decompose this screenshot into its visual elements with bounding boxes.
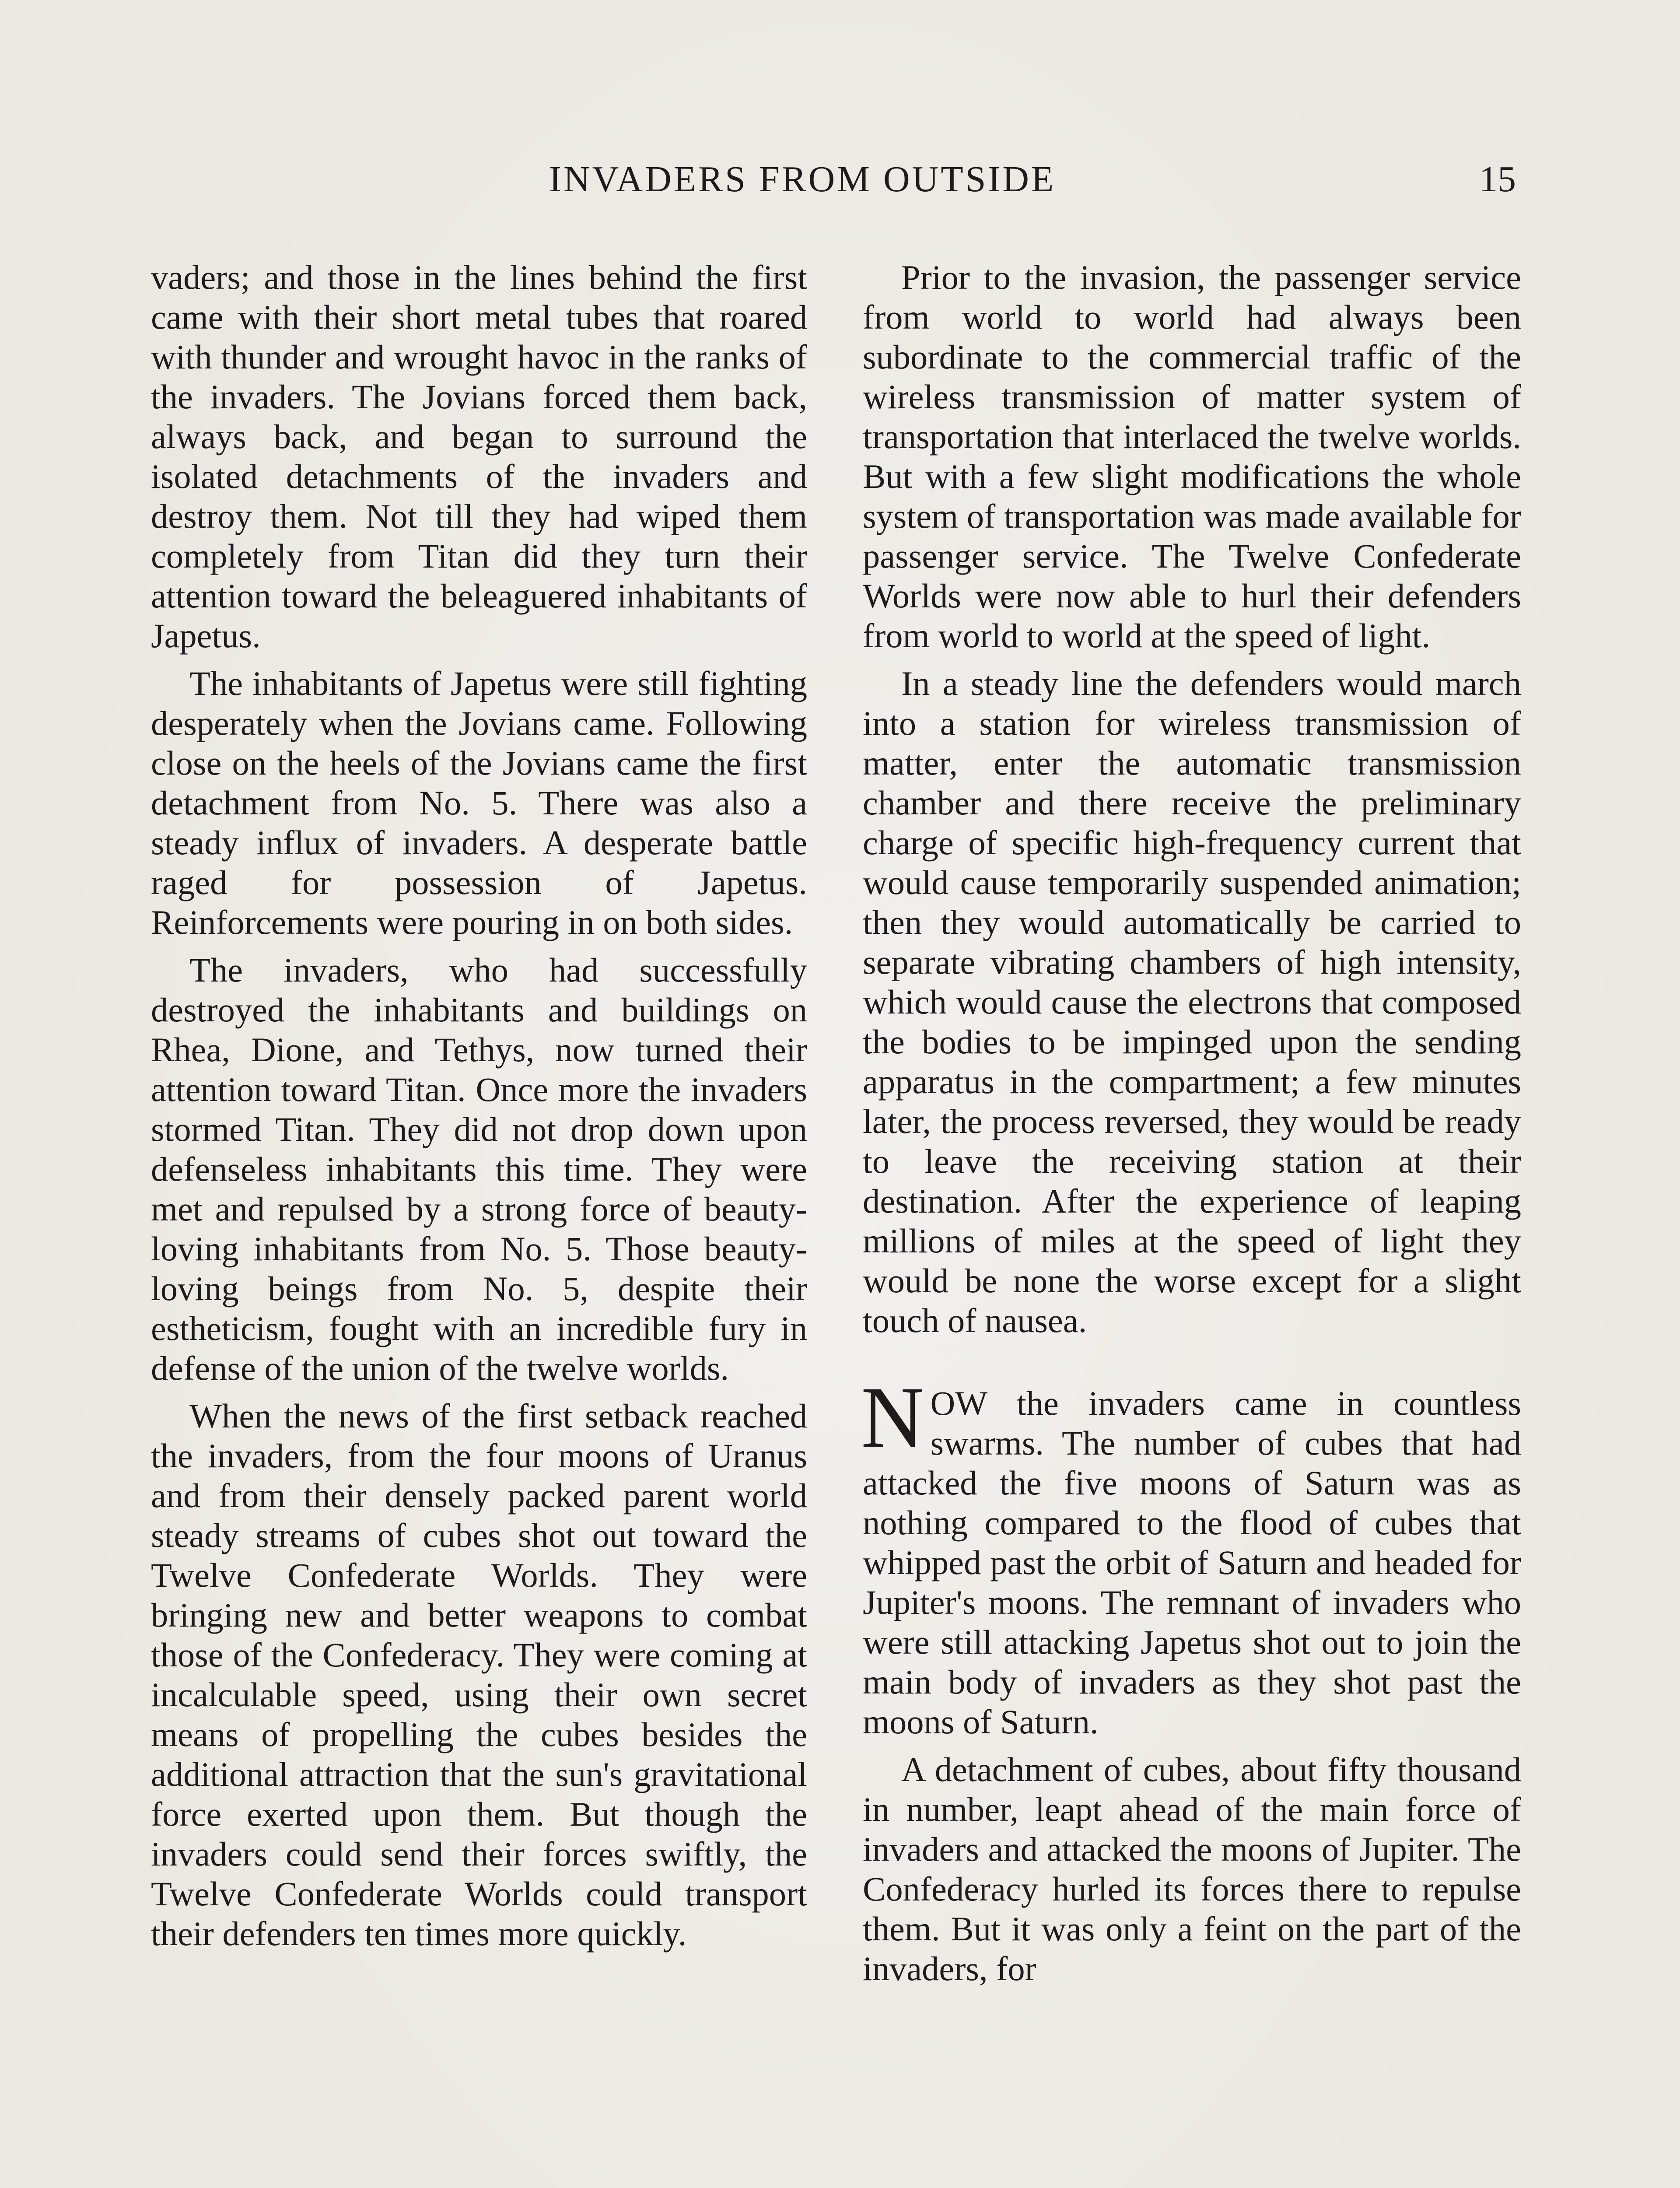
running-head: INVADERS FROM OUTSIDE — [549, 159, 1056, 200]
right-column — [863, 257, 1521, 1996]
dropcap-text: OW the invaders came in countless swarms. The number of cubes that had attacked the five moons of Saturn was as nothing compared to the flood of cubes that whipped past the orbit of Saturn and headed for Jupiter's moons. The remnant of invaders who were still attacking Japetus shot out to join the main body of invaders as they shot past the moons of Saturn. — [863, 1384, 1521, 1741]
left-column — [151, 257, 807, 1961]
paragraph-passenger-service: Prior to the invasion, the passenger service from world to world had always been subordinate to the commercial traffic of the wireless transmission of matter system of transportation that interlaced the twelve worlds. But with a few slight modifications the whole system of transportation was made available for passenger service. The Twelve Confederate Worlds were now able to hurl their defenders from world to world at the speed of light. — [863, 258, 1521, 655]
paragraph-titan: The invaders, who had successfully destroyed the inhabitants and buildings on Rhea, Dione, and Tethys, now turned their attention toward Titan. Once more the invaders stormed Titan. They did not drop down upon defenseless inhabitants this time. They were met and repulsed by a strong force of beauty-loving inhabitants from No. 5. Those beauty-loving beings from No. 5, despite their estheticism, fought with an incredible fury in defense of the union of the twelve worlds. — [151, 951, 807, 1387]
paragraph-detachment: A detachment of cubes, about fifty thousand in number, leapt ahead of the main force of invaders and attacked the moons of Jupiter. The Confederacy hurled its forces there to repulse them. But it was only a feint on the part of the invaders, for — [863, 1750, 1521, 1988]
paragraph-dropcap — [861, 1369, 1521, 1742]
page-number: 15 — [1479, 159, 1516, 200]
paragraph-continued: vaders; and those in the lines behind the first came with their short metal tubes that roared with thunder and wrought havoc in the ranks of the invaders. The Jovians forced them back, always back, and began to surround the isolated detachments of the invaders and destroy them. Not till they had wiped them completely from Titan did they turn their attention toward the beleaguered inhabitants of Japetus. — [151, 258, 807, 655]
paragraph-setback: When the news of the first setback reached the invaders, from the four moons of Uranus and from their densely packed parent world steady streams of cubes shot out toward the Twelve Confederate Worlds. They were bringing new and better weapons to combat those of the Confederacy. They were coming at incalculable speed, using their own secret means of propelling the cubes besides the additional attraction that the sun's gravitational force exerted upon them. But though the invaders could send their forces swiftly, the Twelve Confederate Worlds could transport their defenders ten times more quickly. — [151, 1397, 807, 1953]
paragraph-japetus: The inhabitants of Japetus were still fighting desperately when the Jovians came. Following close on the heels of the Jovians came the first detachment from No. 5. There was also a steady influx of invaders. A desperate battle raged for possession of Japetus. Reinforcements were pouring in on both sides. — [151, 664, 807, 941]
drop-cap: N — [861, 1369, 924, 1466]
page-header — [549, 155, 1516, 203]
paragraph-defenders: In a steady line the defenders would march into a station for wireless transmission of matter, enter the automatic transmission chamber and there receive the preliminary charge of specific high-frequency current that would cause temporarily suspended animation; then they would automatically be carried to separate vibrating chambers of high intensity, which would cause the electrons that composed the bodies to be impinged upon the sending apparatus in the compartment; a few minutes later, the process reversed, they would be ready to leave the receiving station at their destination. After the experience of leaping millions of miles at the speed of light they would be none the worse except for a slight touch of nausea. — [863, 664, 1521, 1339]
